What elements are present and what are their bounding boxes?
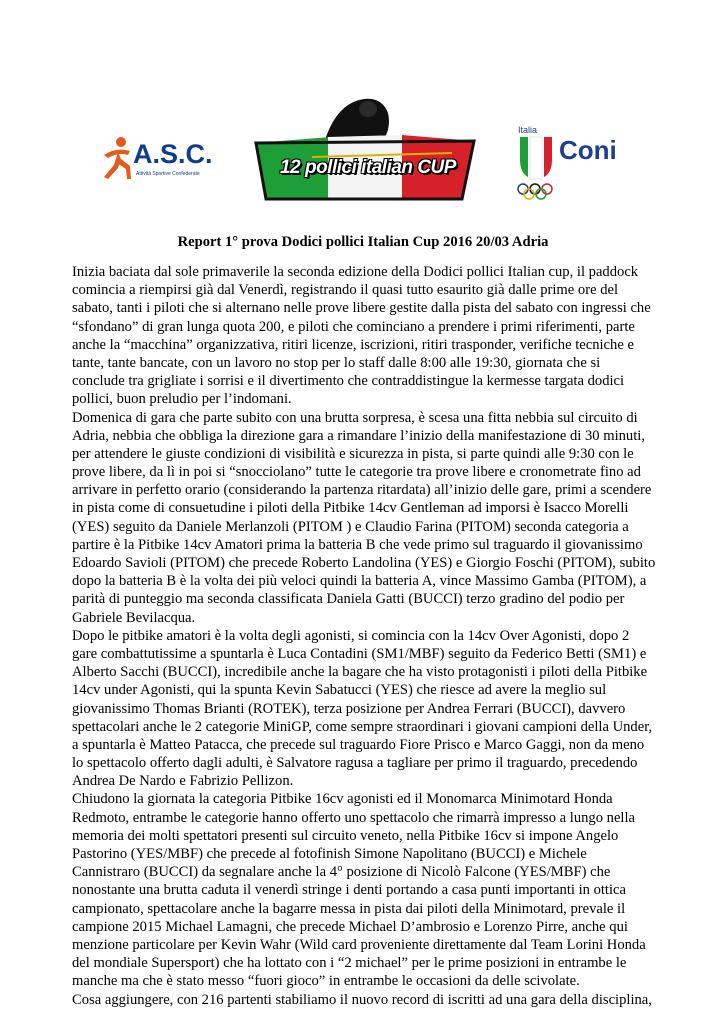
text-line: (YES) seguito da Daniele Merlanzoli (PITOM ) e Claudio Farina (PITOM) seconda categoria a bbox=[72, 518, 629, 535]
text-line: 14cv under Agonisti, qui la spunta Kevin Sabatucci (YES) che riesce ad avere la meglio sul bbox=[72, 682, 607, 699]
cup-logo bbox=[252, 95, 477, 203]
text-line: lo spettacolo offerto dagli adulti, è Salvatore ragusa a tagliare per primo il traguardo, precedendo bbox=[72, 755, 638, 772]
text-line: Adria, nebbia che obbliga la direzione gara a rimandare l’inizio della manifestazione di 30 minuti, bbox=[72, 427, 645, 444]
text-line: parità di punteggio ma seconda classificata Daniela Gatti (BUCCI) terzo gradino del podio per bbox=[72, 591, 625, 608]
text-line: Redmoto, entrambe le categorie hanno offerto uno spettacolo che rimarrà impresso a lungo nella bbox=[72, 809, 636, 826]
text-line: in pista come di consuetudine i piloti della Pitbike 14cv Gentleman ad imporsi è Isacco Morelli bbox=[72, 500, 629, 517]
text-line: “sfondano” di gran lunga quota 200, e piloti che cominciano a prendere i primi riferimenti, parte bbox=[72, 318, 635, 335]
text-line: Pastorino (YES/MBF) che precede al fotofinish Simone Napolitano (BUCCI) e Michele bbox=[72, 846, 587, 862]
text-line: giovanissimo Thomas Brianti (ROTEK), terza posizione per Andrea Ferrari (BUCCI), davvero bbox=[72, 700, 626, 717]
text-line: spettacolari anche le 2 categorie MiniGP, come sempre straordinari i giovani campioni della Under, bbox=[72, 718, 653, 735]
asc-logo-text: A.S.C. bbox=[133, 139, 213, 169]
report-body bbox=[72, 263, 662, 1009]
cup-logo-text: 12 pollici italian CUP bbox=[280, 157, 456, 178]
text-line: Domenica di gara che parte subito con una brutta sorpresa, è scesa una fitta nebbia sul circuito di bbox=[72, 409, 638, 426]
logo-header bbox=[0, 95, 725, 210]
text-line: Gabriele Bevilacqua. bbox=[72, 609, 196, 626]
text-line: a spuntarla è Matteo Patacca, che precede sul traguardo Fiore Prisco e Marco Gaggi, non da meno bbox=[72, 736, 645, 753]
text-line: campione 2015 Michael Lamagni, che precede Michael D’ambrosio e Lorenzo Pirre, anche qui bbox=[72, 918, 628, 935]
text-line: pollici, buon preludio per l’indomani. bbox=[72, 391, 292, 408]
text-line: prove libere, da lì in poi si “snocciolano” tutte le categorie tra prove libere e cronometrate fino ad bbox=[72, 464, 641, 481]
text-line: Edoardo Savioli (PITOM) che precede Roberto Landolina (YES) e Giorgio Foschi (PITOM), subito bbox=[72, 555, 656, 571]
coni-logo-text: Coni bbox=[559, 135, 617, 165]
text-line: Cosa aggiungere, con 216 partenti stabiliamo il nuovo record di iscritti ad una gara della disciplina, bbox=[72, 991, 652, 1008]
text-line: partire è la Pitbike 14cv Amatori prima la batteria B che vede primo sul traguardo il giovanissimo bbox=[72, 536, 643, 553]
text-line: conclude tra grigliate i sorrisi e il divertimento che contraddistingue la kermesse targata dodici bbox=[72, 373, 625, 390]
text-line: del mondiale Supersport) che ha lottato con i “2 michael” per le prime posizioni in entrambe le bbox=[72, 955, 627, 972]
text-line: dopo la batteria B è la volta dei più veloci quindi la batteria A, vince Massimo Gamba (PITOM), a bbox=[72, 573, 647, 590]
report-title: Report 1° prova Dodici pollici Italian Cup 2016 20/03 Adria bbox=[177, 234, 549, 250]
text-line: arrivare in perfetto orario (considerando la partenza ritardata) all’inizio delle gare, primi a scendere bbox=[72, 482, 652, 499]
coni-country-text: Italia bbox=[518, 125, 538, 135]
text-line: gare combattutissime a spuntarla è Luca Contadini (SM1/MBF) seguito da Federico Betti (SM1) e bbox=[72, 645, 647, 662]
text-line: Alberto Sacchi (BUCCI), incredibile anche la bagare che ha visto protagonisti i piloti della Pitbike bbox=[72, 664, 648, 681]
text-line: nonostante una brutta caduta il venerdì stringe i denti portando a casa punti importanti in ottica bbox=[72, 882, 626, 899]
cup-logo-graphic-icon bbox=[252, 95, 477, 203]
coni-logo bbox=[514, 125, 634, 200]
text-line: Andrea De Nardo e Fabrizio Pellizon. bbox=[72, 773, 294, 790]
text-line: memoria dei molti spettatori presenti sul circuito veneto, nella Pitbike 16cv si impone Angelo bbox=[72, 827, 619, 844]
text-line: Dopo le pitbike amatori è la volta degli agonisti, si comincia con la 14cv Over Agonisti, dopo 2 bbox=[72, 627, 630, 644]
text-line: Chiudono la giornata la categoria Pitbike 16cv agonisti ed il Monomarca Minimotard Honda bbox=[72, 791, 613, 808]
text-line: campionato, spettacolare anche la bagarre messa in pista dai piloti della Minimotard, prevale il bbox=[72, 900, 626, 917]
asc-logo bbox=[100, 135, 230, 185]
text-line: per attendere le giuste condizioni di visibilità e sicurezza in pista, si parte quindi alle 9:30 con le bbox=[72, 445, 634, 462]
text-line: menzione particolare per Kevin Wahr (Wild card proveniente direttamente dal Team Lorini Honda bbox=[72, 936, 646, 953]
text-line: anche la “macchina” organizzativa, ritiri licenze, iscrizioni, ritiri trasponder, verifiche tecniche e bbox=[72, 336, 634, 353]
text-line: tante, tante bancate, con un lavoro no stop per lo staff dalle 8:00 alle 19:30, giornata che si bbox=[72, 354, 601, 371]
text-line: manche ma che è stato messo “fuori gioco” in entrambe le occasioni da delle scivolate. bbox=[72, 973, 580, 990]
text-line: Cannistraro (BUCCI) da segnalare anche la 4° posizione di Nicolò Falcone (YES/MBF) che bbox=[72, 864, 611, 881]
coni-emblem-icon bbox=[514, 133, 558, 205]
text-line: Inizia baciata dal sole primaverile la seconda edizione della Dodici pollici Italian cup, il paddock bbox=[72, 264, 639, 280]
asc-logo-subtitle: Attività Sportive Confederate bbox=[136, 171, 200, 177]
text-line: comincia a riempirsi già dal Venerdì, registrando il quasi tutto esaurito già dalle prime ore del bbox=[72, 282, 619, 299]
text-line: sabato, tanti i piloti che si alternano nelle prove libere gestite dalla pista del sabato con ingressi che bbox=[72, 300, 651, 317]
asc-figure-icon bbox=[100, 135, 134, 181]
